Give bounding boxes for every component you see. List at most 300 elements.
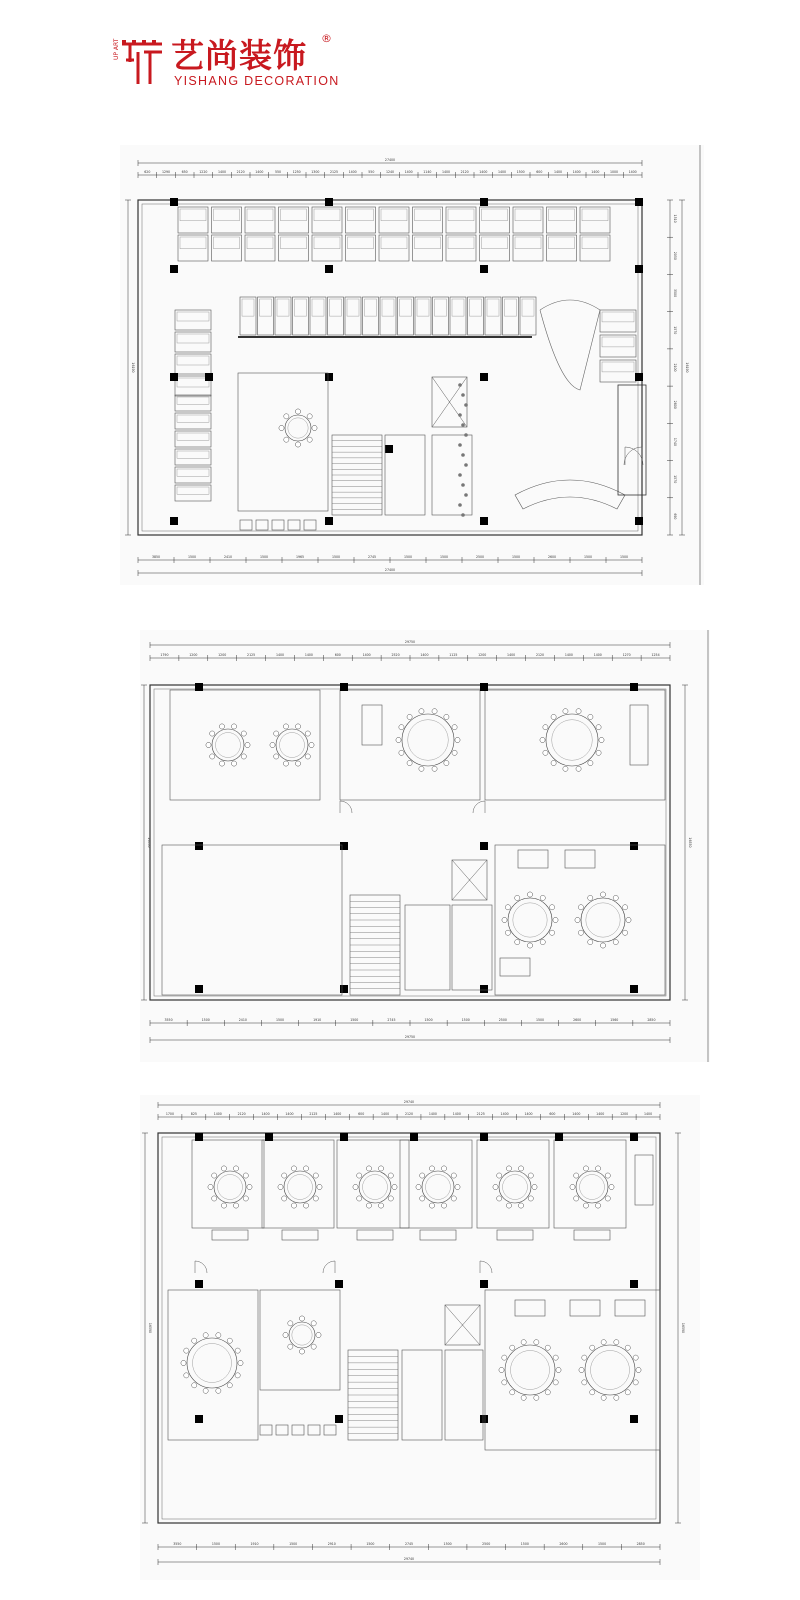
booth-seat	[177, 451, 209, 458]
chair	[396, 737, 401, 742]
structural-column	[480, 683, 488, 691]
dimension-label: 600	[536, 170, 543, 174]
dimension-label: 1400	[275, 653, 285, 657]
round-table	[499, 1171, 531, 1203]
dimension-label: 1790	[160, 653, 169, 657]
chair	[295, 761, 300, 766]
booth-seat	[177, 433, 209, 440]
chair	[599, 737, 604, 742]
booth	[212, 235, 242, 261]
booth	[446, 207, 476, 233]
dimension-label: 1200	[620, 1112, 629, 1116]
structural-column	[195, 683, 203, 691]
dimension-label: 2125	[476, 1112, 485, 1116]
dimension-label: 1500	[331, 555, 341, 559]
chair	[208, 1184, 213, 1189]
chair	[192, 1338, 197, 1343]
toilet-fixture	[272, 520, 284, 530]
chair	[181, 1360, 186, 1365]
structural-column	[205, 373, 213, 381]
round-table-inner	[511, 1351, 550, 1390]
dimension-label: 1400	[362, 653, 371, 657]
sofa	[635, 1155, 653, 1205]
chair	[206, 742, 211, 747]
dimension-label: 690	[673, 513, 677, 520]
booth-seat	[448, 209, 474, 221]
dimension-label: 29750	[404, 1035, 416, 1039]
chair	[574, 1173, 579, 1178]
dimension-label: 2500	[498, 1018, 507, 1022]
dimension-label: 3550	[173, 1542, 182, 1546]
chair	[518, 1166, 523, 1171]
floor-plan-2	[140, 630, 710, 1062]
chair	[295, 409, 300, 414]
chair	[502, 917, 507, 922]
chair	[601, 1340, 606, 1345]
booth	[245, 235, 275, 261]
chair	[233, 1166, 238, 1171]
chair	[313, 1173, 318, 1178]
interior-wall	[142, 204, 638, 531]
brand-name-en: YISHANG DECORATION	[174, 74, 340, 88]
dimension-label: 1400	[572, 1112, 581, 1116]
chair	[279, 425, 284, 430]
chair	[317, 1184, 322, 1189]
private-room	[192, 1140, 264, 1228]
booth-seat	[177, 356, 209, 365]
structural-column	[630, 1133, 638, 1141]
structural-column	[325, 265, 333, 273]
chair	[452, 750, 457, 755]
chair	[579, 1367, 584, 1372]
sofa	[212, 1230, 248, 1240]
chair	[590, 1345, 595, 1350]
dimension-label: 1400	[643, 1112, 653, 1116]
dimension-label: 2745	[367, 555, 377, 559]
booth-seat	[522, 299, 534, 316]
dimension-label: 2125	[247, 653, 256, 657]
booth	[547, 207, 577, 233]
round-table-inner	[292, 1325, 312, 1345]
chair	[432, 709, 437, 714]
chair	[184, 1373, 189, 1378]
booth-seat	[549, 237, 575, 249]
booth	[175, 449, 211, 465]
round-table-inner	[513, 903, 547, 937]
curved-bench	[515, 480, 625, 509]
chair	[392, 1184, 397, 1189]
chair	[219, 724, 224, 729]
chair	[221, 1203, 226, 1208]
booth-seat	[177, 487, 209, 494]
booth-seat	[177, 334, 209, 343]
door-swing	[323, 1261, 335, 1273]
dimension-label: 1510	[673, 214, 677, 223]
dimension-label: 1500	[439, 555, 449, 559]
chair	[303, 1166, 308, 1171]
chair	[588, 760, 593, 765]
structural-column	[480, 517, 488, 525]
chair	[518, 1203, 523, 1208]
chair	[543, 725, 548, 730]
sofa	[518, 850, 548, 868]
dimension-label: 16190	[685, 362, 689, 373]
chair	[307, 437, 312, 442]
dimension-label: 825	[190, 1112, 197, 1116]
dimension-label: 1400	[500, 1112, 509, 1116]
booth-seat	[177, 312, 209, 321]
chair	[582, 1355, 587, 1360]
dimension-label: 1500	[424, 1018, 433, 1022]
booth-seat	[214, 237, 240, 249]
dimension-label: 2910	[327, 1542, 336, 1546]
structural-column	[340, 1133, 348, 1141]
dimension-label: 2100	[673, 363, 677, 372]
structural-column	[480, 1415, 488, 1423]
booth	[547, 235, 577, 261]
chair	[510, 1345, 515, 1350]
dimension-label: 2410	[223, 555, 233, 559]
chair	[313, 1196, 318, 1201]
door-swing	[195, 1261, 207, 1273]
chair	[576, 766, 581, 771]
chair	[609, 1184, 614, 1189]
booth-seat	[417, 299, 429, 316]
dimension-label: 600	[358, 1112, 365, 1116]
dimension-label: 1400	[524, 1112, 533, 1116]
chair	[551, 714, 556, 719]
dimension-label: 1500	[516, 170, 525, 174]
dimension-label: 1400	[420, 653, 429, 657]
structural-column	[195, 1280, 203, 1288]
dimension-label: 1500	[461, 1018, 470, 1022]
plant-dot	[458, 473, 462, 477]
chair	[506, 1203, 511, 1208]
dimension-label: 1500	[403, 555, 413, 559]
booth-seat	[515, 237, 541, 249]
dimension-label: 29750	[404, 640, 416, 644]
structural-column	[170, 198, 178, 206]
round-table-inner	[586, 903, 620, 937]
dimension-label: 1400	[255, 170, 264, 174]
dimension-label: 1570	[673, 475, 677, 484]
plant-dot	[464, 403, 468, 407]
booth-seat	[482, 209, 508, 221]
dimension-label: 1700	[165, 1112, 175, 1116]
chair	[551, 760, 556, 765]
dimension-label: 1500	[535, 1018, 545, 1022]
chair	[563, 709, 568, 714]
structural-column	[265, 1133, 273, 1141]
chair	[499, 1367, 504, 1372]
booth-seat	[314, 209, 340, 221]
round-table	[285, 415, 311, 441]
private-room	[485, 1290, 660, 1450]
dimension-label: 1500	[275, 1018, 285, 1022]
chair	[288, 1344, 293, 1349]
booth	[480, 207, 510, 233]
dimension-label: 3550	[164, 1018, 173, 1022]
chair	[543, 750, 548, 755]
chair	[545, 1390, 550, 1395]
structural-column	[635, 517, 643, 525]
dimension-label: 1400	[428, 1112, 437, 1116]
dimension-label: 1400	[564, 653, 573, 657]
chair	[274, 754, 279, 759]
booth	[312, 207, 342, 233]
private-room	[554, 1140, 626, 1228]
booth	[346, 207, 376, 233]
dimension-label: 2500	[482, 1542, 491, 1546]
booth	[379, 235, 409, 261]
chair	[534, 1395, 539, 1400]
dimension-label: 3500	[673, 288, 677, 298]
chair	[636, 1367, 641, 1372]
chair	[441, 1203, 446, 1208]
chair	[588, 714, 593, 719]
booth	[600, 335, 636, 357]
chair	[582, 1380, 587, 1385]
dimension-label: 1400	[553, 170, 563, 174]
structural-column	[195, 1133, 203, 1141]
round-table-inner	[280, 733, 305, 758]
dimension-label: 1910	[313, 1018, 322, 1022]
chair	[299, 1349, 304, 1354]
dimension-label: 2120	[404, 1112, 414, 1116]
chair	[227, 1338, 232, 1343]
chair	[502, 1355, 507, 1360]
chair	[388, 1196, 393, 1201]
chair	[497, 1196, 502, 1201]
booth-seat	[381, 209, 407, 221]
booth	[513, 207, 543, 233]
booth	[312, 235, 342, 261]
dimension-label: 1400	[479, 170, 488, 174]
dimension-label: 1220	[199, 170, 208, 174]
chair	[570, 1184, 575, 1189]
chair	[366, 1203, 371, 1208]
chair	[455, 1184, 460, 1189]
brand-name-cn: 艺尚装饰	[171, 36, 307, 75]
toilet-fixture	[288, 520, 300, 530]
sofa	[420, 1230, 456, 1240]
chair	[455, 737, 460, 742]
chair	[245, 742, 250, 747]
sofa	[500, 958, 530, 976]
booth-seat	[277, 299, 289, 316]
chair	[521, 1395, 526, 1400]
plant-dot	[461, 423, 465, 427]
structural-column	[195, 985, 203, 993]
dimension-label: 1400	[572, 170, 581, 174]
service-room	[445, 1350, 483, 1440]
booth-seat	[582, 237, 608, 249]
plant-dot	[458, 503, 462, 507]
chair	[613, 895, 618, 900]
chair	[241, 754, 246, 759]
dimension-label: 1560	[610, 1018, 619, 1022]
sofa	[565, 850, 595, 868]
dimension-label: 1500	[598, 1542, 607, 1546]
chair	[595, 1203, 600, 1208]
sofa	[574, 1230, 610, 1240]
service-room	[402, 1350, 442, 1440]
plant-dot	[461, 393, 465, 397]
chair	[527, 892, 532, 897]
booth-seat	[347, 299, 359, 316]
plan-sheet-1	[120, 145, 704, 585]
chair	[378, 1166, 383, 1171]
booth-seat	[247, 209, 273, 221]
chair	[274, 731, 279, 736]
round-table	[212, 729, 244, 761]
booth	[175, 310, 211, 330]
chair	[600, 943, 605, 948]
dimension-label: 1500	[201, 1018, 210, 1022]
chair	[203, 1388, 208, 1393]
booth-seat	[330, 299, 342, 316]
private-room	[238, 373, 328, 511]
private-room	[337, 1140, 409, 1228]
chair	[633, 1355, 638, 1360]
booth	[580, 207, 610, 233]
structural-column	[340, 683, 348, 691]
structural-column	[635, 265, 643, 273]
booth	[175, 395, 211, 411]
booth-seat	[295, 299, 307, 316]
booth	[175, 354, 211, 374]
banquet-hall	[162, 845, 342, 995]
chair	[316, 1332, 321, 1337]
booth-seat	[415, 209, 441, 221]
sofa	[282, 1230, 318, 1240]
chair	[221, 1166, 226, 1171]
chair	[605, 1173, 610, 1178]
booth	[175, 467, 211, 483]
chair	[633, 1380, 638, 1385]
chair	[578, 930, 583, 935]
dimension-label: 1400	[507, 653, 516, 657]
chair	[235, 1348, 240, 1353]
plant-dot	[458, 383, 462, 387]
booth	[580, 235, 610, 261]
dimension-label: 1400	[593, 653, 602, 657]
chair	[192, 1383, 197, 1388]
floor-plan-3	[140, 1095, 700, 1580]
booth-seat	[281, 209, 307, 221]
booth-seat	[602, 312, 634, 322]
booth-seat	[448, 237, 474, 249]
chair	[429, 1166, 434, 1171]
dimension-label: 1400	[333, 1112, 342, 1116]
round-table-inner	[591, 1351, 630, 1390]
round-table	[508, 898, 552, 942]
dimension-label: 1400	[348, 170, 357, 174]
chair	[515, 939, 520, 944]
plant-dot	[461, 513, 465, 517]
chair	[420, 1173, 425, 1178]
booth	[175, 413, 211, 429]
dimension-label: 1400	[285, 1112, 294, 1116]
chair	[357, 1196, 362, 1201]
dimension-label: 1500	[211, 1542, 220, 1546]
private-room	[340, 690, 480, 800]
booth	[413, 207, 443, 233]
chair	[553, 1355, 558, 1360]
chair	[528, 1196, 533, 1201]
booth	[513, 235, 543, 261]
chair	[441, 1166, 446, 1171]
chair	[452, 725, 457, 730]
booth	[446, 235, 476, 261]
chair	[540, 895, 545, 900]
chair	[596, 725, 601, 730]
dimension-label: 1400	[452, 1112, 461, 1116]
dimension-label: 1400	[304, 653, 313, 657]
structural-column	[170, 517, 178, 525]
plant-dot	[461, 453, 465, 457]
dimension-label: 1500	[619, 555, 629, 559]
dimension-label: 2125	[309, 1112, 318, 1116]
booth-seat	[177, 469, 209, 476]
chair	[378, 1203, 383, 1208]
exterior-wall	[150, 685, 670, 1000]
private-room	[477, 1140, 549, 1228]
dimension-label: 1400	[217, 170, 227, 174]
chair	[184, 1348, 189, 1353]
booth-seat	[314, 237, 340, 249]
booth-seat	[365, 299, 377, 316]
chair	[311, 1321, 316, 1326]
structural-column	[325, 517, 333, 525]
dimension-label: 1400	[213, 1112, 222, 1116]
dimension-label: 2050	[673, 251, 677, 260]
dimension-label: 1965	[295, 555, 305, 559]
structural-column	[555, 1133, 563, 1141]
chair	[283, 1332, 288, 1337]
chair	[600, 892, 605, 897]
chair	[212, 1196, 217, 1201]
brand-header	[0, 0, 800, 110]
dimension-label: 16590	[681, 1322, 685, 1334]
chair	[399, 725, 404, 730]
plant-dot	[458, 443, 462, 447]
dimension-label: 600	[549, 1112, 556, 1116]
chair	[216, 1388, 221, 1393]
dimension-label: 16590	[148, 1322, 152, 1334]
booth-seat	[415, 237, 441, 249]
dimension-label: 620	[144, 170, 151, 174]
booth-seat	[452, 299, 464, 316]
sofa	[497, 1230, 533, 1240]
round-table	[284, 1171, 316, 1203]
chair	[578, 905, 583, 910]
private-room	[400, 1140, 472, 1228]
chair	[622, 930, 627, 935]
brand-side-text: UP ART	[113, 38, 120, 60]
chair	[614, 1340, 619, 1345]
dimension-label: 1500	[511, 555, 521, 559]
chair	[282, 1173, 287, 1178]
interior-wall	[154, 689, 666, 996]
structural-column	[410, 1133, 418, 1141]
structural-column	[170, 265, 178, 273]
private-room	[485, 690, 665, 800]
chair	[549, 930, 554, 935]
toilet-fixture	[260, 1425, 272, 1435]
chair	[545, 1345, 550, 1350]
round-table-inner	[288, 1175, 313, 1200]
